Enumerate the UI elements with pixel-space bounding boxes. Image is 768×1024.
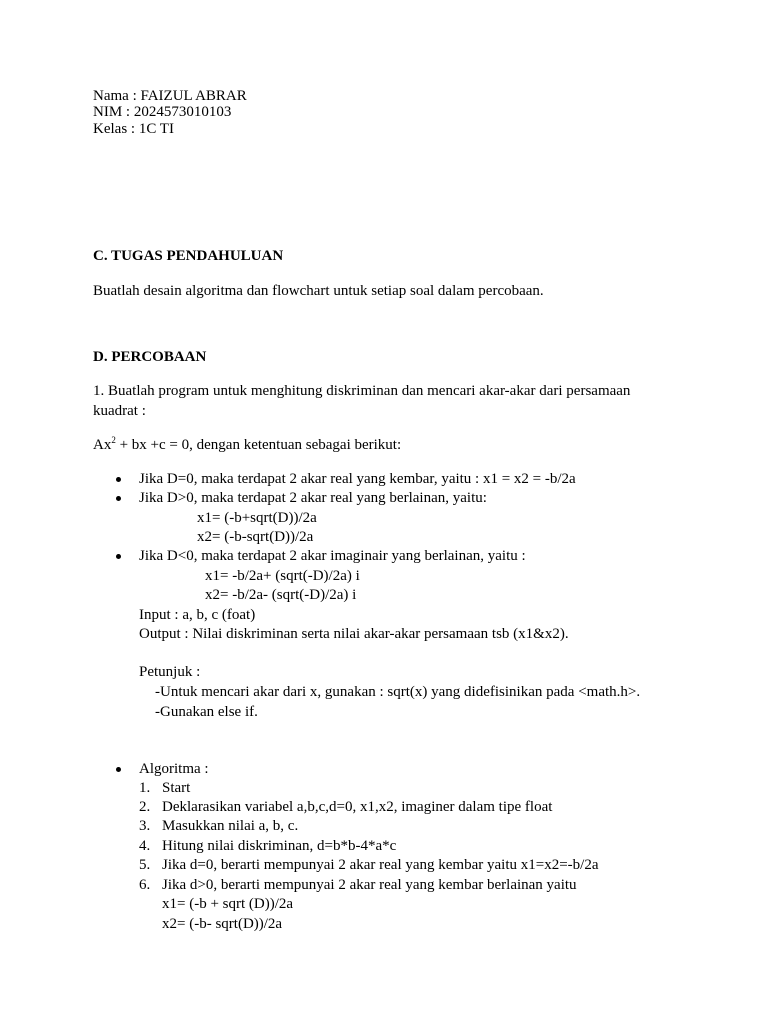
step6-x1: x1= (-b + sqrt (D))/2a bbox=[162, 896, 294, 912]
algorithm-step-text: Masukkan nilai a, b, c. bbox=[162, 818, 299, 834]
algorithm-step bbox=[139, 817, 150, 836]
step-number: 1. bbox=[139, 780, 151, 796]
algorithm-step bbox=[139, 837, 150, 856]
hint-else-if: -Gunakan else if. bbox=[155, 704, 258, 720]
bullet-icon bbox=[116, 496, 121, 501]
algorithm-step-text: Hitung nilai diskriminan, d=b*b-4*a*c bbox=[162, 838, 397, 854]
bullet-icon bbox=[116, 767, 121, 772]
algorithm-step-text: Jika d>0, berarti mempunyai 2 akar real yang kembar berlainan yaitu bbox=[162, 877, 577, 893]
input-spec: Input : a, b, c (foat) bbox=[139, 607, 256, 623]
algorithm-step bbox=[139, 779, 150, 798]
bullet-icon bbox=[116, 554, 121, 559]
section-d-heading: D. PERCOBAAN bbox=[93, 349, 207, 365]
section-c-text: Buatlah desain algoritma dan flowchart untuk setiap soal dalam percobaan. bbox=[93, 283, 544, 299]
condition-d-positive-x2: x2= (-b-sqrt(D))/2a bbox=[197, 529, 314, 545]
condition-d-zero: Jika D=0, maka terdapat 2 akar real yang kembar, yaitu : x1 = x2 = -b/2a bbox=[139, 471, 576, 487]
section-c-heading: C. TUGAS PENDAHULUAN bbox=[93, 248, 284, 264]
step-number: 6. bbox=[139, 877, 151, 893]
equation-suffix: + bx +c = 0, dengan ketentuan sebagai berikut: bbox=[115, 437, 402, 453]
name-line: Nama : FAIZUL ABRAR bbox=[93, 88, 247, 104]
step6-x2: x2= (-b- sqrt(D))/2a bbox=[162, 916, 283, 932]
step-number: 4. bbox=[139, 838, 151, 854]
quadratic-equation bbox=[93, 436, 401, 455]
equation-exponent: 2 bbox=[111, 435, 116, 445]
algorithm-title: Algoritma : bbox=[139, 761, 209, 777]
algorithm-step-text: Jika d=0, berarti mempunyai 2 akar real yang kembar yaitu x1=x2=-b/2a bbox=[162, 857, 599, 873]
hint-title: Petunjuk : bbox=[139, 664, 201, 680]
step-number: 5. bbox=[139, 857, 151, 873]
nim-line: NIM : 2024573010103 bbox=[93, 104, 232, 120]
condition-d-negative-x2: x2= -b/2a- (sqrt(-D)/2a) i bbox=[205, 587, 357, 603]
hint-sqrt: -Untuk mencari akar dari x, gunakan : sqrt(x) yang didefisinikan pada <math.h>. bbox=[155, 684, 641, 700]
algorithm-step-text: Deklarasikan variabel a,b,c,d=0, x1,x2, imaginer dalam tipe float bbox=[162, 799, 553, 815]
step-number: 3. bbox=[139, 818, 151, 834]
output-spec: Output : Nilai diskriminan serta nilai akar-akar persamaan tsb (x1&x2). bbox=[139, 626, 569, 642]
condition-d-positive: Jika D>0, maka terdapat 2 akar real yang berlainan, yaitu: bbox=[139, 490, 487, 506]
algorithm-step-text: Start bbox=[162, 780, 191, 796]
algorithm-step bbox=[139, 856, 150, 875]
algorithm-step bbox=[139, 876, 150, 895]
bullet-icon bbox=[116, 477, 121, 482]
problem-line-2: kuadrat : bbox=[93, 403, 146, 419]
class-line: Kelas : 1C TI bbox=[93, 121, 174, 137]
condition-d-negative-x1: x1= -b/2a+ (sqrt(-D)/2a) i bbox=[205, 568, 360, 584]
condition-d-positive-x1: x1= (-b+sqrt(D))/2a bbox=[197, 510, 317, 526]
problem-line-1: 1. Buatlah program untuk menghitung diskriminan dan mencari akar-akar dari persamaan bbox=[93, 383, 631, 399]
step-number: 2. bbox=[139, 799, 151, 815]
condition-d-negative: Jika D<0, maka terdapat 2 akar imaginair yang berlainan, yaitu : bbox=[139, 548, 526, 564]
equation-prefix: Ax bbox=[93, 437, 112, 453]
algorithm-step bbox=[139, 798, 150, 817]
